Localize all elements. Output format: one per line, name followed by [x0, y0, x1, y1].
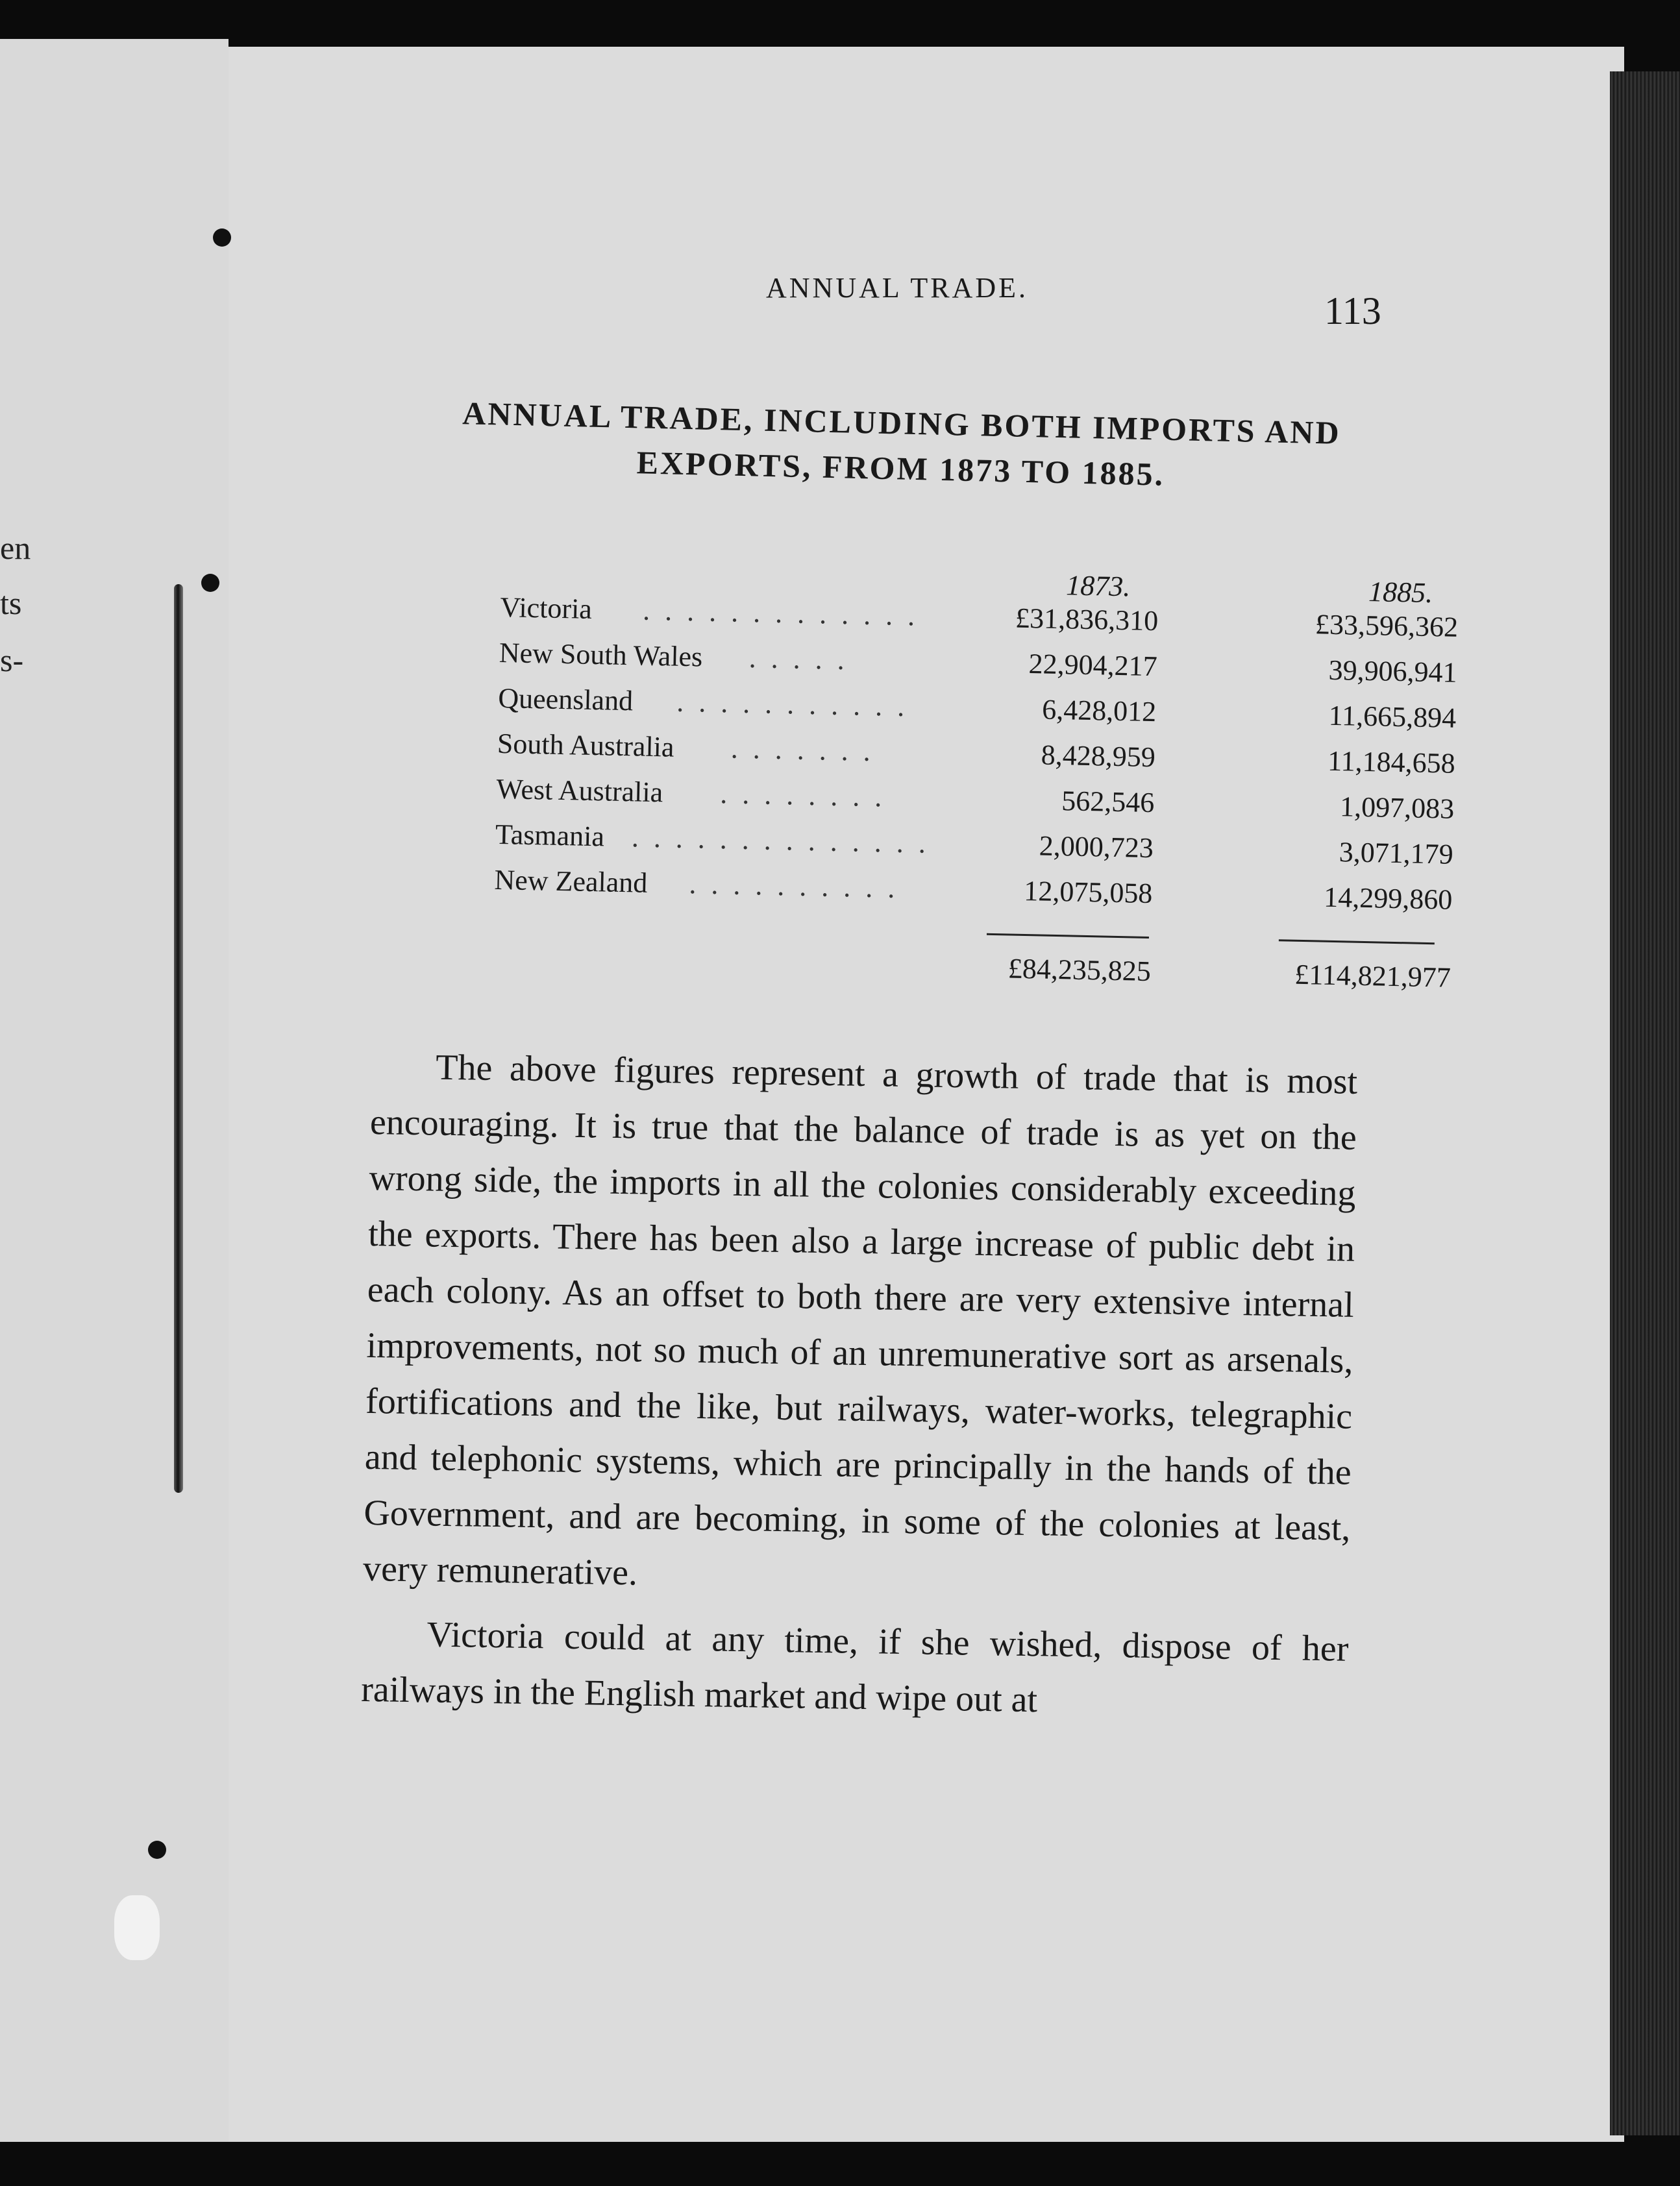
value-1885: 11,665,894	[1328, 699, 1457, 734]
paper-blemish	[114, 1895, 160, 1960]
dot-leader: . . . . . . . . . . . . . .	[631, 821, 930, 859]
running-head: ANNUAL TRADE.	[766, 272, 1028, 304]
value-1873: £31,836,310	[1015, 602, 1159, 637]
colony-name: Queensland	[497, 682, 634, 717]
colony-name: South Australia	[497, 727, 674, 763]
value-1873: 562,546	[1061, 785, 1155, 819]
dot-leader: . . . . . . . .	[719, 778, 886, 813]
value-1873: 6,428,012	[1041, 693, 1157, 728]
value-1873: 8,428,959	[1041, 739, 1156, 774]
binding-hole	[201, 574, 219, 592]
dot-leader: . . . . . . . . . . .	[676, 685, 909, 723]
colony-name: West Australia	[496, 772, 663, 809]
value-1885: 14,299,860	[1323, 881, 1453, 916]
dot-leader: . . . . . . .	[730, 732, 875, 768]
trade-table	[492, 557, 1459, 1003]
dot-leader: . . . . .	[748, 642, 849, 676]
value-1873: 22,904,217	[1028, 648, 1158, 683]
value-1885: 1,097,083	[1339, 791, 1455, 825]
previous-page-fragment: ts	[0, 585, 22, 621]
value-1885: £33,596,362	[1315, 608, 1459, 643]
previous-page	[0, 39, 229, 2142]
value-1885: 11,184,658	[1327, 744, 1456, 780]
previous-page-fragment: en	[0, 530, 31, 566]
colony-name: New South Wales	[499, 636, 703, 673]
dot-leader: . . . . . . . . . . . . .	[642, 594, 919, 632]
binding-hole	[148, 1841, 166, 1859]
value-1873: 2,000,723	[1039, 829, 1154, 865]
value-1885: 3,071,179	[1339, 836, 1454, 870]
section-title-line: EXPORTS, FROM 1873 TO 1885.	[636, 444, 1165, 493]
colony-name: New Zealand	[494, 863, 648, 899]
binding-hole	[213, 228, 231, 247]
page-number: 113	[1324, 289, 1381, 332]
section-title-line: ANNUAL TRADE, INCLUDING BOTH IMPORTS AND	[462, 395, 1342, 451]
column-header-1885: 1885.	[1368, 575, 1433, 609]
binding-crease	[174, 584, 183, 1493]
colony-name: Victoria	[499, 591, 593, 625]
value-1873: 12,075,058	[1023, 874, 1153, 910]
value-1885: 39,906,941	[1328, 654, 1458, 689]
body-text	[361, 1038, 1358, 1733]
colony-name: Tasmania	[495, 818, 605, 853]
total-rule-1873	[987, 933, 1149, 939]
paragraph: The above figures represent a growth of trade that is most encouraging. It is true that the balance of trade is as yet on the wrong side, the imports in all the colonies considerably exceeding the exports. There has been also a large increase of public debt in each colony. As an offset to both there are very extensive internal improvements, not so much of an unremunerative sort as arsenals, fortifications and the like, but railways, water-works, telegraphic and telephonic systems, which are principally in the hands of the Government, and are becoming, in some of the colonies at least, very remunerative.	[362, 1047, 1358, 1593]
paragraph: Victoria could at any time, if she wished, dispose of her railways in the English market and wipe out at	[360, 1614, 1349, 1721]
page-edges	[1610, 71, 1680, 2135]
dot-leader: . . . . . . . . . .	[689, 868, 899, 904]
total-1885: £114,821,977	[1294, 958, 1451, 994]
previous-page-fragment: s-	[0, 642, 24, 678]
column-header-1873: 1873.	[1065, 569, 1131, 603]
total-1873: £84,235,825	[1007, 952, 1152, 988]
